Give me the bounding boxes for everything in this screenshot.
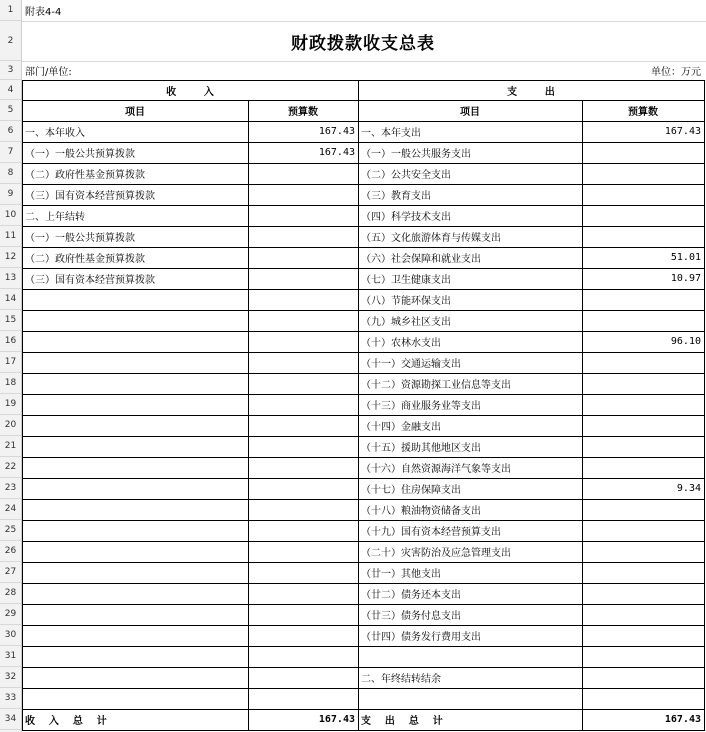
row-number[interactable]: 34 xyxy=(0,709,21,730)
expense-item-value[interactable] xyxy=(582,541,704,562)
expense-item-name[interactable]: （七）卫生健康支出 xyxy=(361,275,451,286)
income-item-name[interactable]: 一、本年收入 xyxy=(25,128,85,139)
expense-item-value[interactable] xyxy=(582,457,704,478)
income-item-value[interactable]: 167.43 xyxy=(318,147,355,158)
income-item-value[interactable] xyxy=(248,184,358,205)
row-number[interactable]: 4 xyxy=(0,80,21,100)
expense-item-name[interactable] xyxy=(358,688,582,709)
expense-item-name[interactable]: （十九）国有资本经营预算支出 xyxy=(361,527,501,538)
expense-item-name[interactable]: 一、本年支出 xyxy=(361,128,421,139)
expense-item-value[interactable] xyxy=(582,604,704,625)
row-number[interactable]: 13 xyxy=(0,268,21,289)
expense-item-value[interactable] xyxy=(582,142,704,163)
income-item-name[interactable]: （二）政府性基金预算拨款 xyxy=(25,170,145,181)
expense-item-name[interactable]: （十一）交通运输支出 xyxy=(361,359,461,370)
expense-item-name[interactable]: （九）城乡社区支出 xyxy=(361,317,451,328)
row-number[interactable]: 9 xyxy=(0,184,21,205)
row-number[interactable]: 14 xyxy=(0,289,21,310)
row-number[interactable]: 25 xyxy=(0,520,21,541)
row-number[interactable]: 28 xyxy=(0,583,21,604)
income-item-value[interactable] xyxy=(248,205,358,226)
row-number[interactable]: 20 xyxy=(0,415,21,436)
expense-item-name[interactable]: （二）公共安全支出 xyxy=(361,170,451,181)
expense-item-name[interactable]: （一）一般公共服务支出 xyxy=(361,149,471,160)
expense-item-name[interactable]: 二、年终结转结余 xyxy=(361,674,441,685)
expense-item-value[interactable] xyxy=(582,415,704,436)
expense-item-value[interactable] xyxy=(582,205,704,226)
unit-label: 单位：万元 xyxy=(651,67,701,78)
row-number[interactable]: 2 xyxy=(0,21,21,61)
expense-item-value[interactable] xyxy=(582,352,704,373)
expense-item-name[interactable]: （廿四）债务发行费用支出 xyxy=(361,632,481,643)
income-item-name[interactable]: （三）国有资本经营预算拨款 xyxy=(25,275,155,286)
expense-item-value[interactable] xyxy=(582,184,704,205)
expense-item-value[interactable] xyxy=(582,226,704,247)
expense-item-value[interactable] xyxy=(582,289,704,310)
expense-item-value[interactable] xyxy=(582,646,704,667)
income-item-value[interactable]: 167.43 xyxy=(318,126,355,137)
expense-item-value[interactable]: 167.43 xyxy=(664,126,701,137)
expense-item-name[interactable]: （廿二）债务还本支出 xyxy=(361,590,461,601)
income-item-name[interactable]: （一）一般公共预算拨款 xyxy=(25,149,135,160)
income-item-name[interactable]: 二、上年结转 xyxy=(25,212,85,223)
expense-item-value[interactable] xyxy=(582,583,704,604)
table-border-h xyxy=(22,730,705,731)
row-number[interactable]: 18 xyxy=(0,373,21,394)
row-number[interactable]: 23 xyxy=(0,478,21,499)
income-item-value[interactable] xyxy=(248,268,358,289)
expense-item-value[interactable] xyxy=(582,310,704,331)
row-number[interactable]: 11 xyxy=(0,226,21,247)
row-number[interactable]: 24 xyxy=(0,499,21,520)
income-item-header: 项目 xyxy=(125,107,145,118)
income-item-value[interactable] xyxy=(248,247,358,268)
row-number[interactable]: 30 xyxy=(0,625,21,646)
expense-item-name[interactable]: （四）科学技术支出 xyxy=(361,212,451,223)
expense-item-value[interactable] xyxy=(582,163,704,184)
expense-item-value[interactable] xyxy=(582,436,704,457)
expense-total-value: 167.43 xyxy=(664,714,701,725)
expense-item-value[interactable] xyxy=(582,625,704,646)
expense-item-value[interactable]: 96.10 xyxy=(670,336,701,347)
row-number[interactable]: 12 xyxy=(0,247,21,268)
expense-item-value[interactable] xyxy=(582,373,704,394)
income-item-value[interactable] xyxy=(248,163,358,184)
income-item-value[interactable] xyxy=(248,226,358,247)
expense-item-value[interactable]: 51.01 xyxy=(670,252,701,263)
row-number[interactable]: 19 xyxy=(0,394,21,415)
row-number[interactable]: 15 xyxy=(0,310,21,331)
attachment-label: 附表4-4 xyxy=(25,7,62,18)
expense-item-name[interactable] xyxy=(358,646,582,667)
expense-item-name[interactable]: （十七）住房保障支出 xyxy=(361,485,461,496)
expense-item-name[interactable]: （六）社会保障和就业支出 xyxy=(361,254,481,265)
expense-item-value[interactable]: 9.34 xyxy=(676,483,701,494)
expense-item-value[interactable] xyxy=(582,562,704,583)
expense-item-name[interactable]: （三）教育支出 xyxy=(361,191,431,202)
expense-item-name[interactable]: （十二）资源勘探工业信息等支出 xyxy=(361,380,511,391)
expense-item-value[interactable] xyxy=(582,394,704,415)
table-border-v xyxy=(704,80,705,730)
row-number[interactable]: 27 xyxy=(0,562,21,583)
expense-item-name[interactable]: （八）节能环保支出 xyxy=(361,296,451,307)
expense-item-name[interactable]: （十四）金融支出 xyxy=(361,422,441,433)
expense-item-name[interactable]: （五）文化旅游体育与传媒支出 xyxy=(361,233,501,244)
expense-budget-header: 预算数 xyxy=(628,107,658,118)
expense-item-name[interactable]: （廿三）债务付息支出 xyxy=(361,611,461,622)
expense-item-name[interactable]: （二十）灾害防治及应急管理支出 xyxy=(361,548,511,559)
expense-item-name[interactable]: （十八）粮油物资储备支出 xyxy=(361,506,481,517)
row-number[interactable]: 32 xyxy=(0,667,21,688)
row-number[interactable]: 3 xyxy=(0,61,21,80)
income-budget-header: 预算数 xyxy=(288,107,318,118)
expense-item-value[interactable] xyxy=(582,520,704,541)
expense-total-label: 支 出 总 计 xyxy=(361,716,443,727)
row-number[interactable]: 26 xyxy=(0,541,21,562)
income-item-name[interactable]: （三）国有资本经营预算拨款 xyxy=(25,191,155,202)
row-number[interactable]: 5 xyxy=(0,100,21,121)
expense-header: 支 出 xyxy=(507,87,555,98)
page-title: 财政拨款收支总表 xyxy=(291,33,435,54)
expense-item-value[interactable]: 10.97 xyxy=(670,273,701,284)
expense-item-value[interactable] xyxy=(582,688,704,709)
row-number[interactable]: 22 xyxy=(0,457,21,478)
row-number[interactable]: 31 xyxy=(0,646,21,667)
expense-item-name[interactable]: （十）农林水支出 xyxy=(361,338,441,349)
expense-item-name[interactable]: （十三）商业服务业等支出 xyxy=(361,401,481,412)
expense-item-name[interactable]: （廿一）其他支出 xyxy=(361,569,441,580)
row-number[interactable]: 8 xyxy=(0,163,21,184)
row-number[interactable]: 1 xyxy=(0,0,21,21)
row-number[interactable]: 33 xyxy=(0,688,21,709)
row-number[interactable]: 7 xyxy=(0,142,21,163)
department-label: 部门/单位: xyxy=(25,67,72,78)
row-number[interactable]: 16 xyxy=(0,331,21,352)
expense-item-value[interactable] xyxy=(582,667,704,688)
row-number[interactable]: 21 xyxy=(0,436,21,457)
income-total-label: 收 入 总 计 xyxy=(25,716,107,727)
expense-item-value[interactable] xyxy=(582,499,704,520)
income-header: 收 入 xyxy=(166,87,214,98)
income-total-value: 167.43 xyxy=(318,714,355,725)
row-number[interactable]: 6 xyxy=(0,121,21,142)
row-number[interactable]: 29 xyxy=(0,604,21,625)
row-number[interactable]: 17 xyxy=(0,352,21,373)
expense-item-header: 项目 xyxy=(460,107,480,118)
expense-item-name[interactable]: （十五）援助其他地区支出 xyxy=(361,443,481,454)
income-item-name[interactable]: （二）政府性基金预算拨款 xyxy=(25,254,145,265)
row-number[interactable]: 10 xyxy=(0,205,21,226)
income-item-name[interactable]: （一）一般公共预算拨款 xyxy=(25,233,135,244)
expense-item-name[interactable]: （十六）自然资源海洋气象等支出 xyxy=(361,464,511,475)
